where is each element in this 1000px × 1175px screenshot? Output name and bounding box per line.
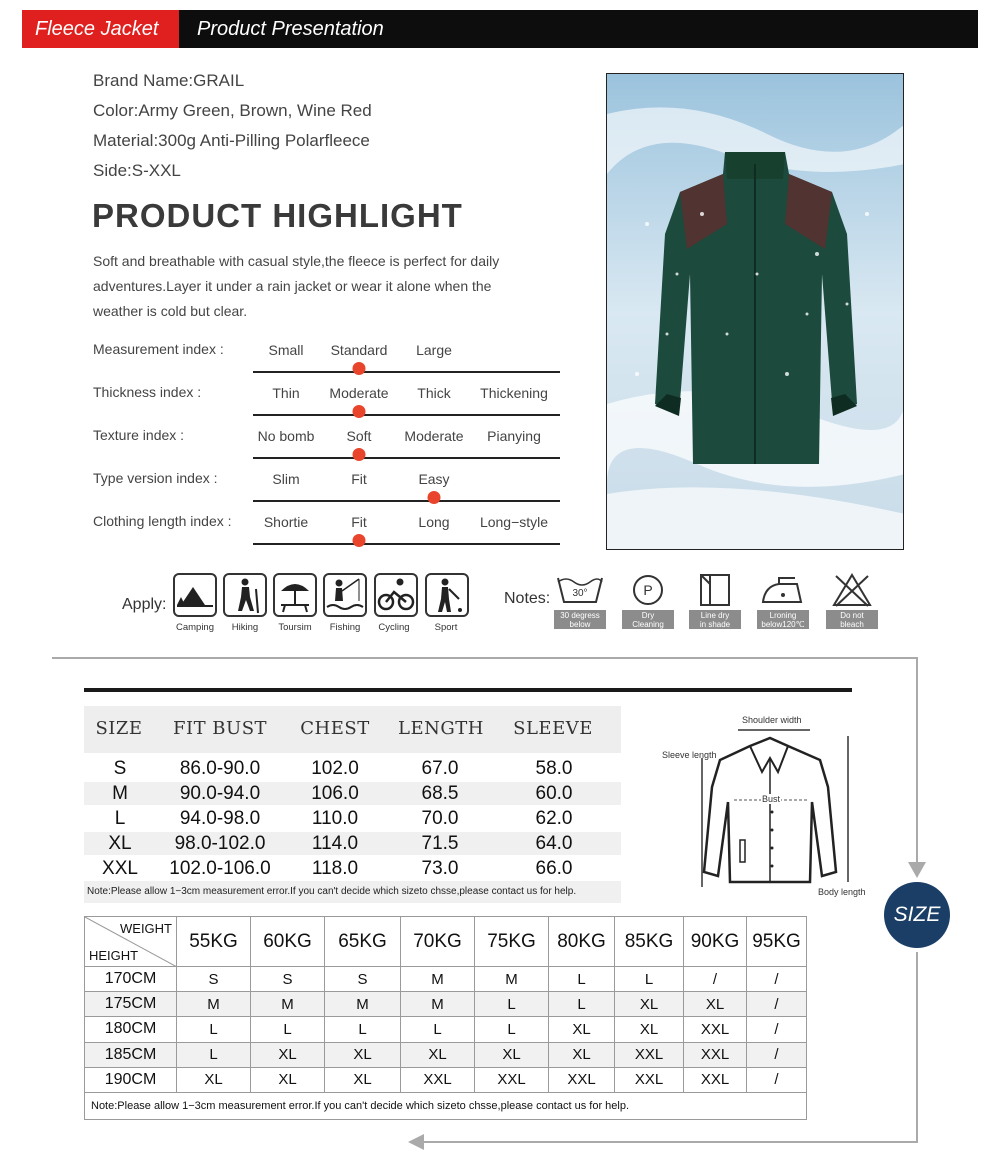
size-cell: 118.0 xyxy=(311,858,359,879)
size-recommendation-cell: S xyxy=(251,967,325,992)
notes-label: Notes: xyxy=(504,590,551,607)
size-recommendation-cell: XL xyxy=(475,1042,549,1067)
header-title: Product Presentation xyxy=(197,18,384,40)
size-header-sleeve: SLEEVE xyxy=(513,718,593,739)
diagram-bust: Bust xyxy=(762,794,781,804)
size-recommendation-cell: L xyxy=(475,992,549,1017)
diagram-sleeve: Sleeve length xyxy=(662,750,717,760)
size-header-length: LENGTH xyxy=(398,718,484,739)
size-cell: 67.0 xyxy=(421,758,459,779)
apply-item-toursim: Toursim xyxy=(278,622,312,633)
size-cell: 62.0 xyxy=(535,808,573,829)
index-marker xyxy=(428,491,441,504)
index-option: Shortie xyxy=(263,514,309,530)
weight-col: 55KG xyxy=(177,917,251,967)
weight-col: 90KG xyxy=(684,917,747,967)
size-cell: 94.0-98.0 xyxy=(179,808,261,829)
size-recommendation-cell: L xyxy=(549,967,615,992)
size-recommendation-cell: M xyxy=(177,992,251,1017)
size-recommendation-cell: / xyxy=(747,967,807,992)
apply-item-cycling: Cycling xyxy=(378,622,410,633)
height-cell: 180CM xyxy=(85,1017,177,1042)
index-option: Long−style xyxy=(479,514,549,530)
index-option: Moderate xyxy=(329,385,389,401)
index-option: Thickening xyxy=(480,385,548,401)
weight-table-body xyxy=(85,967,807,1093)
size-recommendation-cell: / xyxy=(747,992,807,1017)
size-cell: 114.0 xyxy=(311,833,359,854)
dry-mark: P xyxy=(643,582,653,598)
index-option: Standard xyxy=(330,342,388,358)
size-recommendation-cell: / xyxy=(747,1042,807,1067)
wash-temp: 30° xyxy=(572,588,588,599)
size-recommendation-cell: L xyxy=(177,1017,251,1042)
fishing-icon xyxy=(323,573,367,617)
index-scale-line xyxy=(253,457,560,459)
header-tag: Fleece Jacket xyxy=(22,10,179,48)
hiking-icon xyxy=(223,573,267,617)
weight-header-row xyxy=(85,917,807,967)
size-recommendation-cell: XL xyxy=(549,1042,615,1067)
apply-item-camping: Camping xyxy=(175,622,215,633)
size-recommendation-cell: XXL xyxy=(684,1017,747,1042)
size-recommendation-cell: / xyxy=(684,967,747,992)
weight-col: 65KG xyxy=(325,917,401,967)
index-label: Clothing length index : xyxy=(93,513,232,529)
corner-cell xyxy=(85,917,177,967)
spec-material: Material:300g Anti-Pilling Polarfleece xyxy=(93,131,370,150)
size-cell: 70.0 xyxy=(421,808,459,829)
spec-brand: Brand Name:GRAIL xyxy=(93,71,245,90)
height-cell: 185CM xyxy=(85,1042,177,1067)
index-option: Small xyxy=(268,342,304,358)
size-recommendation-cell: XL xyxy=(251,1042,325,1067)
index-label: Measurement index : xyxy=(93,341,224,357)
size-cell: 86.0-90.0 xyxy=(179,758,261,779)
size-recommendation-cell: XL xyxy=(615,1017,684,1042)
index-option: No bomb xyxy=(257,428,315,444)
weight-note: Note:Please allow 1−3cm measurement error.If you can't decide which sizeto chsse,please contact us for help. xyxy=(85,1092,807,1119)
index-option: Fit xyxy=(351,471,367,487)
index-label: Type version index : xyxy=(93,470,218,486)
note-line-dry: Line dry in shade xyxy=(689,610,741,629)
size-recommendation-cell: / xyxy=(747,1067,807,1092)
cycling-icon xyxy=(374,573,418,617)
size-recommendation-cell: XL xyxy=(684,992,747,1017)
height-cell: 170CM xyxy=(85,967,177,992)
weight-col: 95KG xyxy=(747,917,807,967)
index-marker xyxy=(353,534,366,547)
arrow-down-icon xyxy=(908,862,926,878)
height-cell: 190CM xyxy=(85,1067,177,1092)
size-cell: 60.0 xyxy=(535,783,573,804)
index-option: Thick xyxy=(417,385,451,401)
size-recommendation-cell: L xyxy=(177,1042,251,1067)
size-cell: 64.0 xyxy=(535,833,573,854)
size-cell: 102.0 xyxy=(311,758,359,779)
table-row xyxy=(85,1042,807,1067)
index-option: Fit xyxy=(351,514,367,530)
index-scale-line xyxy=(253,414,560,416)
size-cell: 98.0-102.0 xyxy=(174,833,266,854)
diagram-shoulder: Shoulder width xyxy=(742,715,802,725)
size-recommendation-cell: XL xyxy=(549,1017,615,1042)
size-recommendation-cell: L xyxy=(401,1017,475,1042)
weight-height-table xyxy=(84,916,807,1120)
size-cell: 90.0-94.0 xyxy=(179,783,261,804)
index-option: Thin xyxy=(272,385,300,401)
size-recommendation-cell: XL xyxy=(251,1067,325,1092)
size-recommendation-cell: L xyxy=(475,1017,549,1042)
height-cell: 175CM xyxy=(85,992,177,1017)
index-option: Soft xyxy=(346,428,372,444)
apply-item-fishing: Fishing xyxy=(329,622,361,633)
weight-col: 80KG xyxy=(549,917,615,967)
index-marker xyxy=(353,362,366,375)
size-recommendation-cell: M xyxy=(401,967,475,992)
apply-item-sport: Sport xyxy=(434,622,458,633)
no-bleach-icon xyxy=(826,572,878,613)
size-cell: 68.5 xyxy=(421,783,459,804)
size-cell: 66.0 xyxy=(535,858,573,879)
size-header-fit-bust: FIT BUST xyxy=(172,718,268,739)
index-scale-line xyxy=(253,500,560,502)
index-option: Easy xyxy=(418,471,450,487)
size-cell: XXL xyxy=(102,858,138,879)
size-recommendation-cell: XXL xyxy=(401,1067,475,1092)
toursim-icon xyxy=(273,573,317,617)
size-cell: 71.5 xyxy=(421,833,459,854)
size-header-size: SIZE xyxy=(95,718,143,739)
camping-icon xyxy=(173,573,217,617)
index-label: Thickness index : xyxy=(93,384,202,400)
note-dry-clean: Dry Cleaning xyxy=(622,610,674,629)
divider-right-upper xyxy=(916,657,918,862)
divider-bottom xyxy=(424,1141,918,1143)
weight-col: 75KG xyxy=(475,917,549,967)
iron-icon xyxy=(757,572,809,613)
weight-col: 60KG xyxy=(251,917,325,967)
size-cell: M xyxy=(112,783,128,804)
size-recommendation-cell: XXL xyxy=(475,1067,549,1092)
index-scale-line xyxy=(253,371,560,373)
size-header-chest: CHEST xyxy=(300,718,370,739)
size-recommendation-cell: M xyxy=(251,992,325,1017)
weight-col: 85KG xyxy=(615,917,684,967)
size-recommendation-cell: L xyxy=(251,1017,325,1042)
index-marker xyxy=(353,448,366,461)
size-recommendation-cell: XL xyxy=(401,1042,475,1067)
line-dry-icon xyxy=(689,572,741,613)
size-recommendation-cell: XXL xyxy=(549,1067,615,1092)
size-recommendation-cell: XL xyxy=(325,1042,401,1067)
size-cell: 102.0-106.0 xyxy=(169,858,271,879)
jacket-illustration xyxy=(607,74,904,550)
size-recommendation-cell: XXL xyxy=(684,1067,747,1092)
size-table-bar xyxy=(84,688,852,692)
height-label: HEIGHT xyxy=(89,948,139,963)
table-row xyxy=(85,992,807,1017)
index-label: Texture index : xyxy=(93,427,185,443)
size-cell: S xyxy=(113,758,127,779)
size-recommendation-cell: XL xyxy=(325,1067,401,1092)
size-recommendation-cell: M xyxy=(401,992,475,1017)
diagram-body: Body length xyxy=(818,887,866,897)
size-recommendation-cell: XL xyxy=(615,992,684,1017)
index-option: Long xyxy=(418,514,450,530)
weight-note-row xyxy=(85,1092,807,1119)
weight-label: WEIGHT xyxy=(120,921,172,936)
arrow-left-icon xyxy=(408,1134,424,1150)
index-scale-line xyxy=(253,543,560,545)
size-badge: SIZE xyxy=(884,882,950,948)
size-recommendation-cell: S xyxy=(325,967,401,992)
sport-icon xyxy=(425,573,469,617)
size-cell: 106.0 xyxy=(311,783,359,804)
wash-30-icon xyxy=(554,572,606,613)
index-option: Large xyxy=(416,342,452,358)
note-ironing: Lroning below120℃ xyxy=(757,610,809,629)
size-recommendation-cell: L xyxy=(615,967,684,992)
size-cell: XL xyxy=(108,833,132,854)
index-option: Pianying xyxy=(487,428,541,444)
size-cell: 110.0 xyxy=(311,808,359,829)
size-recommendation-cell: XL xyxy=(177,1067,251,1092)
size-recommendation-cell: L xyxy=(549,992,615,1017)
spec-color: Color:Army Green, Brown, Wine Red xyxy=(93,101,372,120)
index-option: Slim xyxy=(272,471,300,487)
size-recommendation-cell: S xyxy=(177,967,251,992)
size-recommendation-cell: XXL xyxy=(684,1042,747,1067)
measurement-diagram xyxy=(660,712,880,902)
size-recommendation-cell: XXL xyxy=(615,1067,684,1092)
size-recommendation-cell: / xyxy=(747,1017,807,1042)
size-cell: 73.0 xyxy=(421,858,459,879)
dry-clean-icon xyxy=(622,572,674,613)
highlight-description: Soft and breathable with casual style,the fleece is perfect for daily adventures.Layer it under a rain jacket or wear it alone when the weather is cold but clear. xyxy=(93,253,500,319)
spec-size: Side:S-XXL xyxy=(93,161,181,180)
size-recommendation-cell: L xyxy=(325,1017,401,1042)
highlight-title: PRODUCT HIGHLIGHT xyxy=(92,197,463,234)
size-recommendation-cell: M xyxy=(475,967,549,992)
size-note: Note:Please allow 1−3cm measurement error.If you can't decide which sizeto chsse,please contact us for help. xyxy=(87,886,577,897)
divider-top xyxy=(52,657,918,659)
index-option: Moderate xyxy=(404,428,464,444)
apply-item-hiking: Hiking xyxy=(231,622,259,633)
table-row xyxy=(85,967,807,992)
note-wash: 30 degress below xyxy=(554,610,606,629)
index-marker xyxy=(353,405,366,418)
apply-label: Apply: xyxy=(122,596,167,613)
size-cell: 58.0 xyxy=(535,758,573,779)
weight-col: 70KG xyxy=(401,917,475,967)
note-no-bleach: Do not bleach xyxy=(826,610,878,629)
table-row xyxy=(85,1067,807,1092)
divider-right-lower xyxy=(916,952,918,1143)
table-row xyxy=(85,1017,807,1042)
product-photo xyxy=(606,73,904,550)
size-recommendation-cell: XXL xyxy=(615,1042,684,1067)
size-cell: L xyxy=(114,808,126,829)
size-recommendation-cell: M xyxy=(325,992,401,1017)
